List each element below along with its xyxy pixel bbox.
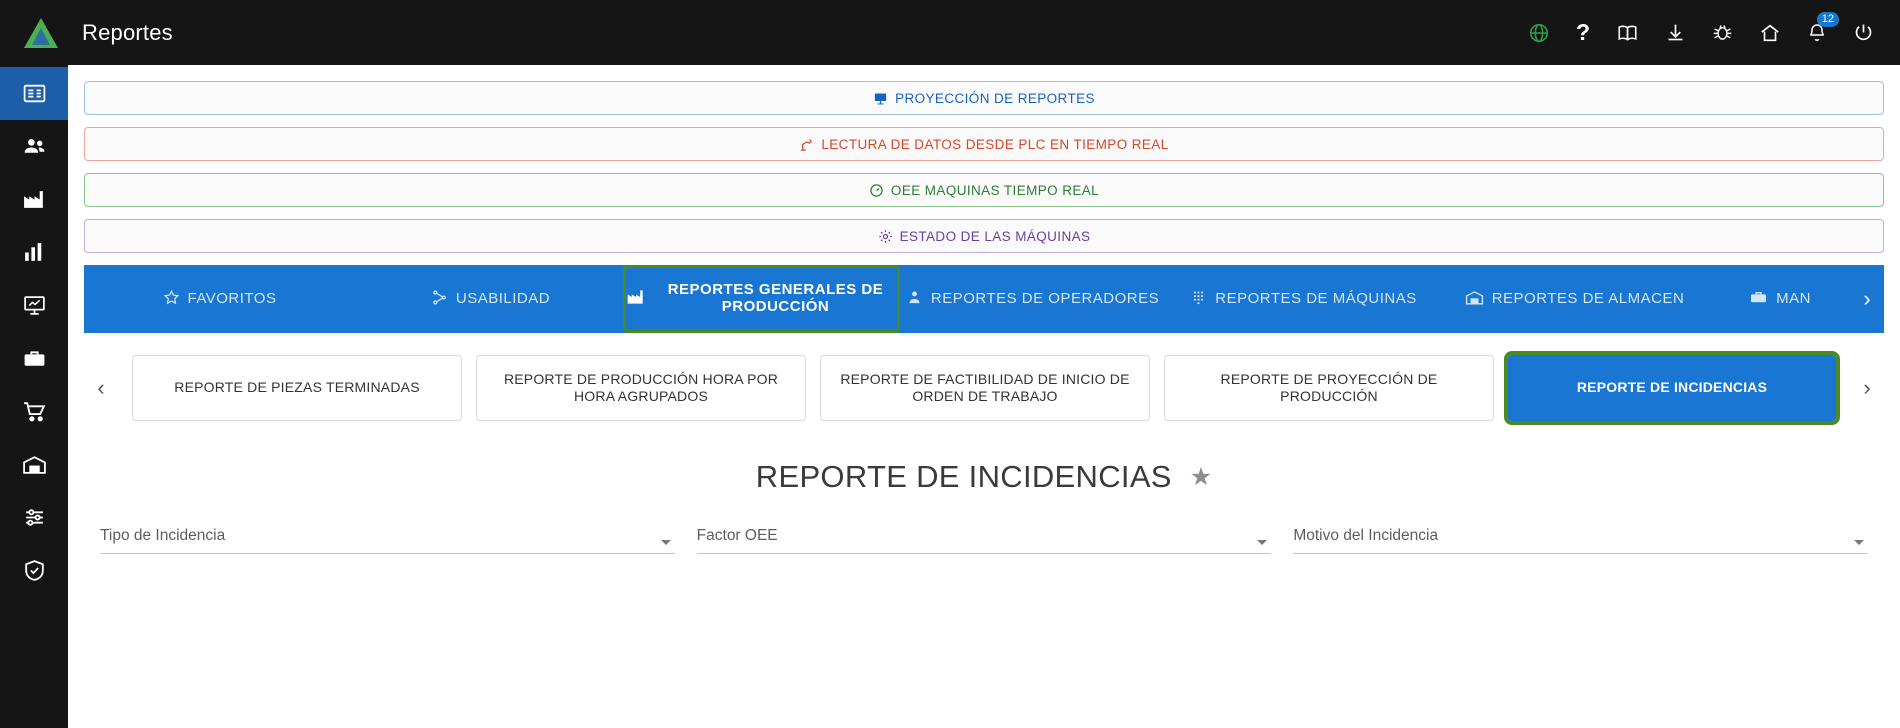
sidebar-item-users[interactable] bbox=[0, 120, 68, 173]
power-icon[interactable] bbox=[1853, 22, 1874, 43]
sidebar-item-purchases[interactable] bbox=[0, 385, 68, 438]
tab-label: REPORTES DE OPERADORES bbox=[930, 289, 1160, 307]
factory-icon bbox=[626, 287, 646, 311]
carousel-next-arrow[interactable]: › bbox=[1863, 375, 1871, 400]
filter-label: Tipo de Incidencia bbox=[100, 527, 226, 544]
banner-label: ESTADO DE LAS MÁQUINAS bbox=[899, 228, 1091, 244]
banner-proyeccion-reportes[interactable] bbox=[84, 81, 1884, 115]
banner-label: PROYECCIÓN DE REPORTES bbox=[895, 90, 1095, 106]
sidebar-item-statistics[interactable] bbox=[0, 226, 68, 279]
card-reporte-produccion-hora-por-hora[interactable]: REPORTE DE PRODUCCIÓN HORA POR HORA AGRUPADOS bbox=[476, 355, 806, 421]
filter-label: Motivo del Incidencia bbox=[1293, 527, 1439, 544]
sidebar-item-presentation[interactable] bbox=[0, 279, 68, 332]
filter-label: Factor OEE bbox=[696, 527, 778, 544]
warehouse-icon bbox=[1465, 288, 1484, 311]
notification-count-badge: 12 bbox=[1817, 12, 1839, 27]
tab-usabilidad[interactable] bbox=[355, 265, 626, 333]
top-bar-actions bbox=[1528, 13, 1900, 45]
globe-icon[interactable] bbox=[1528, 22, 1550, 44]
filter-factor-oee[interactable] bbox=[697, 527, 1272, 554]
report-carousel bbox=[84, 333, 1884, 433]
banner-label: LECTURA DE DATOS DESDE PLC EN TIEMPO REAL bbox=[821, 136, 1169, 152]
bug-icon[interactable] bbox=[1712, 22, 1733, 43]
page-title: Reportes bbox=[82, 19, 173, 45]
tab-label: REPORTES DE MÁQUINAS bbox=[1215, 289, 1417, 307]
report-header bbox=[84, 459, 1884, 495]
tab-reportes-operadores[interactable] bbox=[897, 265, 1168, 333]
card-reporte-piezas-terminadas[interactable]: REPORTE DE PIEZAS TERMINADAS bbox=[132, 355, 462, 421]
tabs-next-arrow[interactable]: › bbox=[1863, 286, 1871, 311]
grid-icon bbox=[1190, 289, 1207, 310]
logo-triangle-icon bbox=[24, 18, 58, 48]
card-reporte-proyeccion-produccion[interactable]: REPORTE DE PROYECCIÓN DE PRODUCCIÓN bbox=[1164, 355, 1494, 421]
gauge-icon bbox=[869, 183, 884, 198]
download-icon[interactable] bbox=[1665, 22, 1686, 43]
chevron-down-icon bbox=[661, 540, 671, 545]
home-icon[interactable] bbox=[1759, 22, 1781, 44]
banner-label: OEE MAQUINAS TIEMPO REAL bbox=[890, 182, 1100, 198]
notifications-icon[interactable] bbox=[1807, 13, 1834, 43]
report-title: REPORTE DE INCIDENCIAS bbox=[755, 459, 1172, 494]
app-logo[interactable] bbox=[0, 0, 82, 65]
card-reporte-incidencias[interactable]: REPORTE DE INCIDENCIAS bbox=[1508, 355, 1836, 421]
report-filters bbox=[84, 527, 1884, 554]
projector-icon bbox=[873, 91, 888, 106]
sidebar-item-settings[interactable] bbox=[0, 491, 68, 544]
star-icon bbox=[163, 289, 180, 310]
person-icon bbox=[906, 289, 923, 310]
book-icon[interactable] bbox=[1616, 22, 1639, 44]
tab-reportes-maquinas[interactable] bbox=[1168, 265, 1439, 333]
help-icon[interactable]: ? bbox=[1575, 19, 1590, 45]
briefcase-icon bbox=[1749, 288, 1768, 311]
sidebar-item-plant[interactable] bbox=[0, 173, 68, 226]
favorite-star-icon[interactable]: ★ bbox=[1189, 463, 1213, 491]
tab-label: MAN bbox=[1776, 289, 1811, 307]
tab-favoritos[interactable] bbox=[84, 265, 355, 333]
banner-oee-maquinas[interactable] bbox=[84, 173, 1884, 207]
robot-arm-icon bbox=[799, 137, 814, 152]
banner-lectura-plc[interactable] bbox=[84, 127, 1884, 161]
tab-label: REPORTES GENERALES DE PRODUCCIÓN bbox=[667, 281, 884, 315]
top-bar bbox=[0, 0, 1900, 65]
filter-motivo-incidencia[interactable] bbox=[1293, 527, 1868, 554]
gear-icon bbox=[878, 229, 893, 244]
tab-reportes-generales-produccion[interactable] bbox=[626, 268, 897, 330]
tab-reportes-almacen[interactable] bbox=[1439, 265, 1710, 333]
sidebar-item-warehouse[interactable] bbox=[0, 438, 68, 491]
tab-label: FAVORITOS bbox=[187, 289, 277, 307]
card-reporte-factibilidad-inicio-orden[interactable]: REPORTE DE FACTIBILIDAD DE INICIO DE ORDEN DE TRABAJO bbox=[820, 355, 1150, 421]
chevron-down-icon bbox=[1257, 540, 1267, 545]
sidebar-item-security[interactable] bbox=[0, 544, 68, 597]
sidebar-item-machines[interactable] bbox=[0, 332, 68, 385]
carousel-cards bbox=[132, 355, 1836, 421]
tab-label: USABILIDAD bbox=[455, 289, 551, 307]
sidebar-item-reports[interactable] bbox=[0, 67, 68, 120]
usability-icon bbox=[431, 289, 448, 310]
filter-tipo-incidencia[interactable] bbox=[100, 527, 675, 554]
sidebar bbox=[0, 65, 68, 728]
tab-label: REPORTES DE ALMACEN bbox=[1491, 289, 1685, 307]
report-category-tabs bbox=[84, 265, 1884, 333]
main-content bbox=[68, 65, 1900, 728]
carousel-prev-arrow[interactable]: ‹ bbox=[97, 375, 105, 400]
banner-estado-maquinas[interactable] bbox=[84, 219, 1884, 253]
tab-mantenimiento[interactable] bbox=[1710, 265, 1850, 333]
chevron-down-icon bbox=[1854, 540, 1864, 545]
